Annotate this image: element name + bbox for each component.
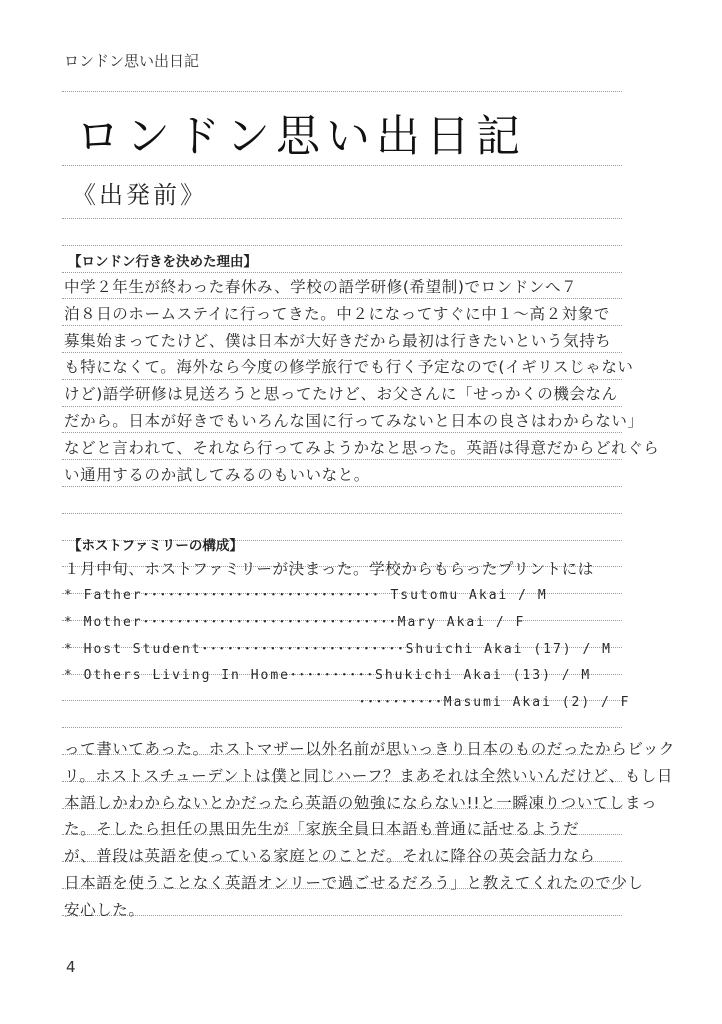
body-text-line: などと言われて、それなら行ってみようかなと思った。英語は得意だからどれぐら (64, 438, 660, 457)
ruled-line (62, 352, 622, 353)
ruled-line (62, 406, 622, 407)
ruled-line (62, 915, 622, 916)
running-header: ロンドン思い出日記 (64, 52, 200, 70)
body-text-line: い通用するのか試してみるのもいいなと。 (64, 465, 370, 484)
body-text-line: リ。ホストスチューデントは僕と同じハーフ？まあそれは全然いいんだけど、もし日 (64, 766, 674, 785)
ruled-line (62, 165, 622, 166)
page-title: ロンドン思い出日記 (76, 111, 526, 162)
body-text-line: けど)語学研修は見送ろうと思ってたけど、お父さんに「せっかくの機会なん (64, 385, 618, 404)
body-text-line: 安心した。 (64, 900, 145, 919)
ruled-line (62, 325, 622, 326)
subtitle: 《出発前》 (72, 181, 207, 209)
body-text-line: が、普段は英語を使っている家庭とのことだ。それに降谷の英会話力なら (64, 847, 596, 866)
body-text-line: も特になくて。海外なら今度の修学旅行でも行く予定なので(イギリスじゃない (64, 358, 634, 377)
family-member-line: * Father････････････････････････････ Tsutomu Akai / M (64, 588, 548, 603)
body-text-line: 泊８日のホームステイに行ってきた。中２になってすぐに中１～高２対象で (64, 304, 611, 323)
ruled-line (62, 459, 622, 460)
body-text-line: って書いてあった。ホストマザー以外名前が思いっきり日本のものだったからビック (64, 740, 676, 758)
body-text-line: た。そしたら担任の黒田先生が「家族全員日本語も普通に話せるようだ (64, 820, 580, 839)
ruled-line (62, 272, 622, 273)
family-member-line: * Others Living In Home･･････････Shukichi Akai (13) / M (64, 668, 592, 684)
family-member-line: * Host Student････････････････････････Shuichi Akai (17) / M (64, 641, 612, 657)
family-member-line: * Mother･･････････････････････････････Mary Akai / F (64, 614, 526, 630)
body-text-line: 本語しかわからないとかだったら英語の勉強にならない!!と一瞬凍りついてしまっ (64, 793, 658, 812)
ruled-line (62, 432, 622, 433)
ruled-line (62, 218, 622, 219)
body-text-line: 日本語を使うことなく英語オンリーで過ごせるだろう」と教えてくれたので少し (64, 874, 644, 892)
body-text-line: 中学２年生が終わった春休み、学校の語学研修(希望制)でロンドンへ７ (64, 278, 578, 296)
ruled-line (62, 91, 622, 92)
ruled-line (62, 727, 622, 728)
ruled-line (62, 298, 622, 299)
host-family-intro: １月中旬、ホストファミリーが決まった。学校からもらったプリントには (64, 560, 594, 578)
page-number: 4 (66, 958, 76, 976)
body-text-line: だから。日本が好きでもいろんな国に行ってみないと日本の良さはわからない」 (64, 412, 644, 430)
ruled-line (62, 513, 622, 514)
ruled-line (62, 486, 622, 487)
ruled-line (62, 245, 622, 246)
section-heading-reason: 【ロンドン行きを決めた理由】 (68, 254, 257, 270)
ruled-line (62, 379, 622, 380)
section-heading-host-family: 【ホストファミリーの構成】 (68, 538, 243, 554)
body-text-line: 募集始まってたけど、僕は日本が大好きだから最初は行きたいという気持ち (64, 331, 612, 350)
family-member-line: ･･････････Masumi Akai (2) / F (64, 695, 631, 711)
